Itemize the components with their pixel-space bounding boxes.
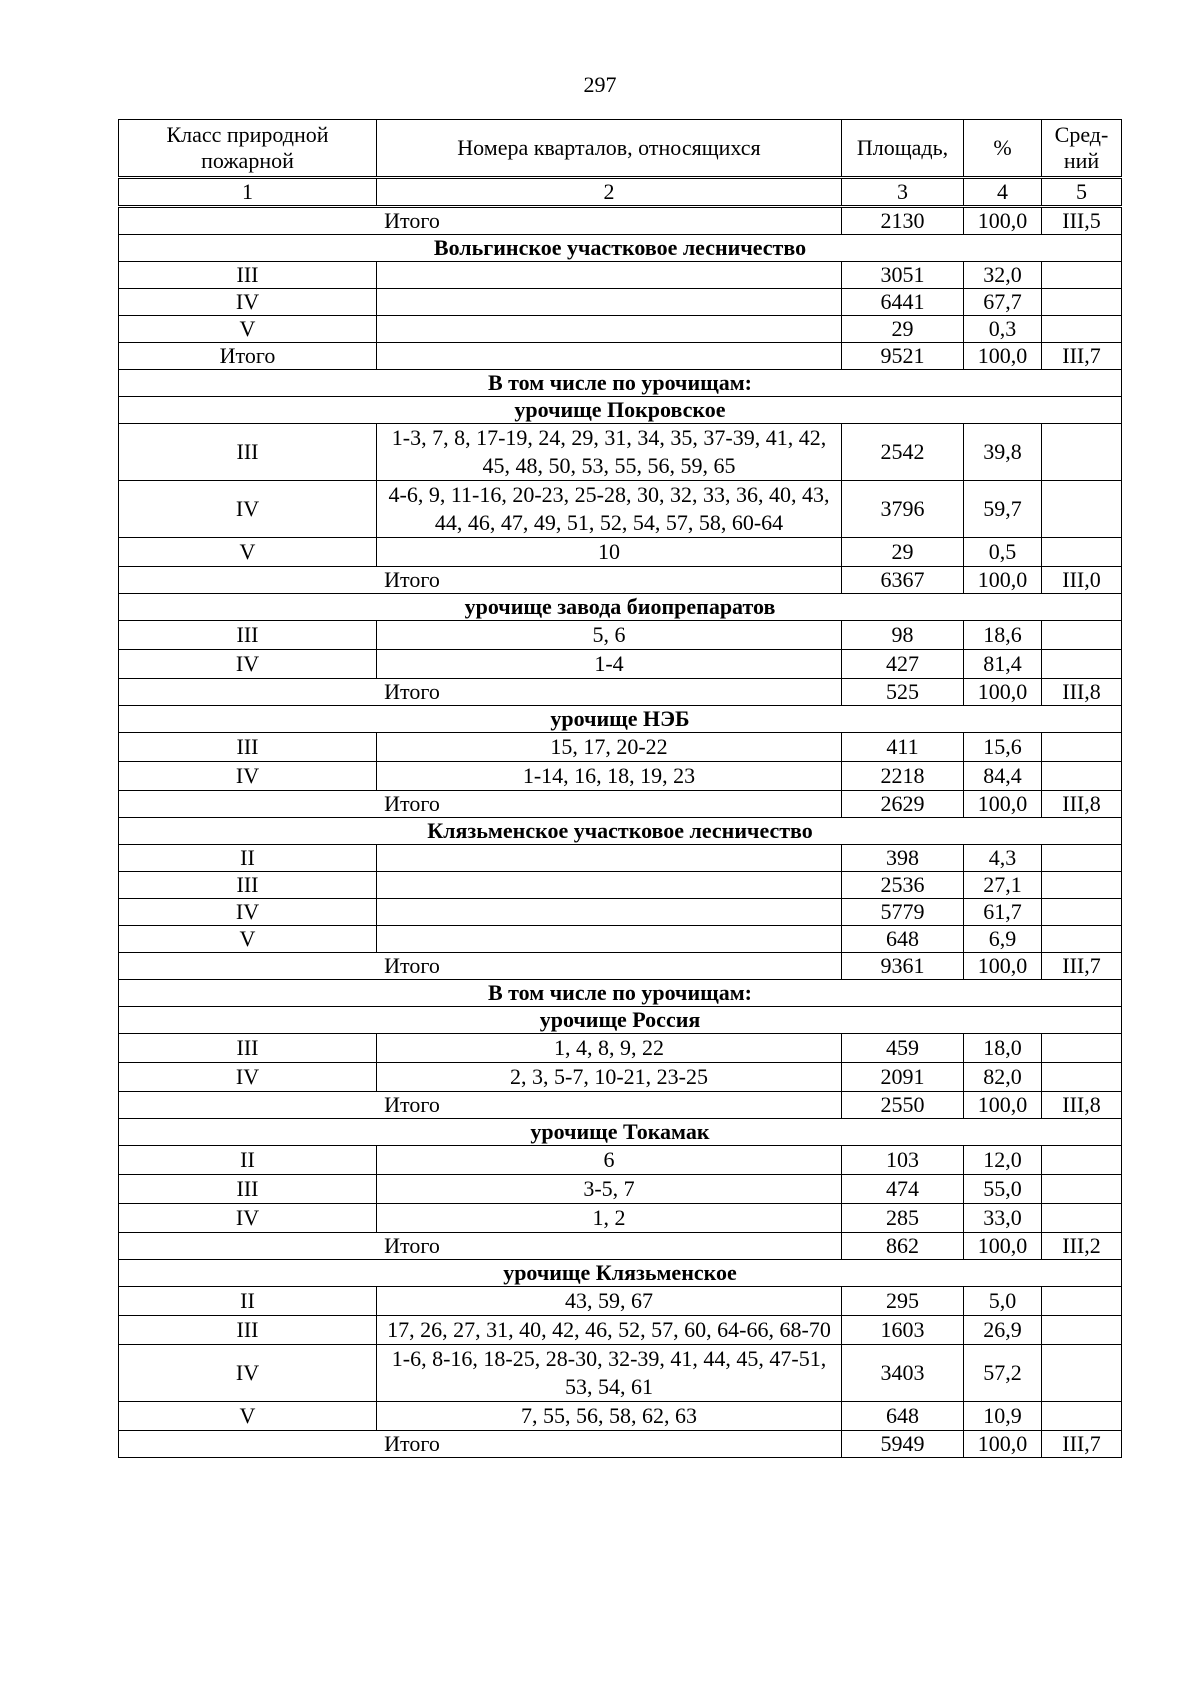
fire-class-table [118, 119, 1122, 1458]
average-cell [1042, 481, 1122, 538]
percent-cell: 39,8 [964, 424, 1042, 481]
percent-cell: 100,0 [964, 1431, 1042, 1458]
section-row [119, 370, 1122, 397]
area-cell: 29 [842, 538, 964, 567]
quarters-cell [377, 289, 842, 316]
percent-cell: 81,4 [964, 650, 1042, 679]
area-cell: 6367 [842, 567, 964, 594]
quarters-cell [377, 316, 842, 343]
table-row [119, 481, 1122, 538]
average-cell [1042, 1063, 1122, 1092]
average-cell [1042, 926, 1122, 953]
table-row [119, 262, 1122, 289]
fire-class-cell: III [119, 1316, 377, 1345]
table-row [119, 845, 1122, 872]
section-title: В том числе по урочищам: [119, 980, 1122, 1007]
area-cell: 2130 [842, 207, 964, 235]
total-label: Итого [119, 1233, 842, 1260]
section-title: В том числе по урочищам: [119, 370, 1122, 397]
quarters-cell [377, 845, 842, 872]
quarters-cell: 1-3, 7, 8, 17-19, 24, 29, 31, 34, 35, 37-39, 41, 42, 45, 48, 50, 53, 55, 56, 59, 65 [377, 424, 842, 481]
total-row [119, 1431, 1122, 1458]
area-cell: 295 [842, 1287, 964, 1316]
area-cell: 5949 [842, 1431, 964, 1458]
percent-cell: 100,0 [964, 343, 1042, 370]
table-row [119, 1402, 1122, 1431]
percent-cell: 18,6 [964, 621, 1042, 650]
table-row [119, 762, 1122, 791]
table-row [119, 926, 1122, 953]
percent-cell: 57,2 [964, 1345, 1042, 1402]
quarters-cell: 43, 59, 67 [377, 1287, 842, 1316]
section-row [119, 706, 1122, 733]
average-cell [1042, 621, 1122, 650]
average-cell: III,8 [1042, 791, 1122, 818]
section-row [119, 397, 1122, 424]
quarters-cell: 4-6, 9, 11-16, 20-23, 25-28, 30, 32, 33, 36, 40, 43, 44, 46, 47, 49, 51, 52, 54, 57, 58, 60-64 [377, 481, 842, 538]
percent-cell: 26,9 [964, 1316, 1042, 1345]
column-number: 2 [377, 178, 842, 207]
area-cell: 398 [842, 845, 964, 872]
fire-class-cell: Итого [119, 343, 377, 370]
area-cell: 2091 [842, 1063, 964, 1092]
section-row [119, 1119, 1122, 1146]
percent-cell: 6,9 [964, 926, 1042, 953]
header-area: Площадь, [842, 120, 964, 178]
average-cell [1042, 733, 1122, 762]
area-cell: 2629 [842, 791, 964, 818]
percent-cell: 15,6 [964, 733, 1042, 762]
fire-class-cell: IV [119, 899, 377, 926]
header-class: Класс природной пожарной [119, 120, 377, 178]
column-number: 4 [964, 178, 1042, 207]
average-cell [1042, 872, 1122, 899]
percent-cell: 10,9 [964, 1402, 1042, 1431]
fire-class-cell: II [119, 1146, 377, 1175]
fire-class-cell: IV [119, 1345, 377, 1402]
section-row [119, 818, 1122, 845]
percent-cell: 100,0 [964, 679, 1042, 706]
table-row [119, 1175, 1122, 1204]
total-label: Итого [119, 207, 842, 235]
total-row [119, 791, 1122, 818]
quarters-cell: 1-4 [377, 650, 842, 679]
section-title: урочище Покровское [119, 397, 1122, 424]
area-cell: 2542 [842, 424, 964, 481]
percent-cell: 100,0 [964, 791, 1042, 818]
table-row [119, 1287, 1122, 1316]
table-body [119, 207, 1122, 1458]
average-cell: III,8 [1042, 679, 1122, 706]
average-cell [1042, 1146, 1122, 1175]
column-number: 3 [842, 178, 964, 207]
area-cell: 3796 [842, 481, 964, 538]
area-cell: 648 [842, 926, 964, 953]
quarters-cell [377, 872, 842, 899]
table-row [119, 733, 1122, 762]
fire-class-cell: V [119, 926, 377, 953]
fire-class-cell: III [119, 1175, 377, 1204]
area-cell: 459 [842, 1034, 964, 1063]
quarters-cell: 1-14, 16, 18, 19, 23 [377, 762, 842, 791]
total-label: Итого [119, 1092, 842, 1119]
quarters-cell: 1, 4, 8, 9, 22 [377, 1034, 842, 1063]
area-cell: 411 [842, 733, 964, 762]
area-cell: 862 [842, 1233, 964, 1260]
table-row [119, 1034, 1122, 1063]
percent-cell: 55,0 [964, 1175, 1042, 1204]
column-number: 5 [1042, 178, 1122, 207]
fire-class-cell: V [119, 538, 377, 567]
average-cell [1042, 1345, 1122, 1402]
fire-class-cell: IV [119, 1204, 377, 1233]
quarters-cell: 6 [377, 1146, 842, 1175]
fire-class-cell: III [119, 621, 377, 650]
fire-class-cell: II [119, 845, 377, 872]
percent-cell: 100,0 [964, 1233, 1042, 1260]
total-row [119, 679, 1122, 706]
average-cell: III,7 [1042, 343, 1122, 370]
table-row [119, 1316, 1122, 1345]
page-number: 297 [583, 72, 617, 97]
percent-cell: 4,3 [964, 845, 1042, 872]
quarters-cell [377, 926, 842, 953]
percent-cell: 100,0 [964, 953, 1042, 980]
percent-cell: 27,1 [964, 872, 1042, 899]
quarters-cell: 5, 6 [377, 621, 842, 650]
column-number-row [119, 178, 1122, 207]
total-row [119, 567, 1122, 594]
quarters-cell [377, 343, 842, 370]
total-row [119, 953, 1122, 980]
section-row [119, 980, 1122, 1007]
average-cell: III,7 [1042, 953, 1122, 980]
percent-cell: 59,7 [964, 481, 1042, 538]
area-cell: 525 [842, 679, 964, 706]
percent-cell: 18,0 [964, 1034, 1042, 1063]
percent-cell: 33,0 [964, 1204, 1042, 1233]
average-cell [1042, 650, 1122, 679]
average-cell [1042, 262, 1122, 289]
area-cell: 2218 [842, 762, 964, 791]
table-row [119, 1204, 1122, 1233]
header-quarters: Номера кварталов, относящихся [377, 120, 842, 178]
table-row [119, 538, 1122, 567]
fire-class-cell: III [119, 262, 377, 289]
quarters-cell: 7, 55, 56, 58, 62, 63 [377, 1402, 842, 1431]
fire-class-cell: III [119, 424, 377, 481]
fire-class-cell: III [119, 1034, 377, 1063]
total-row [119, 1092, 1122, 1119]
fire-class-cell: V [119, 316, 377, 343]
average-cell: III,5 [1042, 207, 1122, 235]
header-percent: % [964, 120, 1042, 178]
average-cell [1042, 762, 1122, 791]
section-title: Клязьменское участковое лесничество [119, 818, 1122, 845]
total-row [119, 207, 1122, 235]
area-cell: 648 [842, 1402, 964, 1431]
table-row [119, 289, 1122, 316]
percent-cell: 82,0 [964, 1063, 1042, 1092]
table-row [119, 872, 1122, 899]
section-row [119, 1260, 1122, 1287]
section-title: урочище Россия [119, 1007, 1122, 1034]
average-cell [1042, 538, 1122, 567]
fire-class-cell: III [119, 733, 377, 762]
header-average: Сред-ний [1042, 120, 1122, 178]
percent-cell: 0,3 [964, 316, 1042, 343]
percent-cell: 100,0 [964, 1092, 1042, 1119]
average-cell: III,7 [1042, 1431, 1122, 1458]
percent-cell: 84,4 [964, 762, 1042, 791]
table-row [119, 343, 1122, 370]
fire-class-cell: IV [119, 762, 377, 791]
percent-cell: 5,0 [964, 1287, 1042, 1316]
average-cell: III,0 [1042, 567, 1122, 594]
average-cell [1042, 289, 1122, 316]
quarters-cell [377, 262, 842, 289]
total-label: Итого [119, 953, 842, 980]
fire-class-cell: V [119, 1402, 377, 1431]
section-row [119, 1007, 1122, 1034]
column-number: 1 [119, 178, 377, 207]
total-label: Итого [119, 567, 842, 594]
percent-cell: 12,0 [964, 1146, 1042, 1175]
section-title: урочище Клязьменское [119, 1260, 1122, 1287]
section-row [119, 594, 1122, 621]
average-cell: III,2 [1042, 1233, 1122, 1260]
average-cell [1042, 1034, 1122, 1063]
percent-cell: 32,0 [964, 262, 1042, 289]
area-cell: 29 [842, 316, 964, 343]
fire-class-cell: IV [119, 481, 377, 538]
area-cell: 474 [842, 1175, 964, 1204]
average-cell: III,8 [1042, 1092, 1122, 1119]
quarters-cell: 10 [377, 538, 842, 567]
percent-cell: 0,5 [964, 538, 1042, 567]
table-row [119, 316, 1122, 343]
average-cell [1042, 1287, 1122, 1316]
average-cell [1042, 1175, 1122, 1204]
table-row [119, 424, 1122, 481]
area-cell: 6441 [842, 289, 964, 316]
average-cell [1042, 424, 1122, 481]
quarters-cell: 17, 26, 27, 31, 40, 42, 46, 52, 57, 60, 64-66, 68-70 [377, 1316, 842, 1345]
quarters-cell: 1-6, 8-16, 18-25, 28-30, 32-39, 41, 44, 45, 47-51, 53, 54, 61 [377, 1345, 842, 1402]
fire-class-cell: III [119, 872, 377, 899]
fire-class-cell: IV [119, 1063, 377, 1092]
quarters-cell: 2, 3, 5-7, 10-21, 23-25 [377, 1063, 842, 1092]
total-label: Итого [119, 791, 842, 818]
percent-cell: 100,0 [964, 207, 1042, 235]
area-cell: 3403 [842, 1345, 964, 1402]
table-row [119, 650, 1122, 679]
section-title: урочище завода биопрепаратов [119, 594, 1122, 621]
quarters-cell: 3-5, 7 [377, 1175, 842, 1204]
total-label: Итого [119, 1431, 842, 1458]
percent-cell: 67,7 [964, 289, 1042, 316]
area-cell: 3051 [842, 262, 964, 289]
fire-class-cell: IV [119, 289, 377, 316]
section-title: Вольгинское участковое лесничество [119, 235, 1122, 262]
total-row [119, 1233, 1122, 1260]
table-row [119, 1063, 1122, 1092]
area-cell: 98 [842, 621, 964, 650]
average-cell [1042, 1204, 1122, 1233]
section-row [119, 235, 1122, 262]
percent-cell: 100,0 [964, 567, 1042, 594]
area-cell: 103 [842, 1146, 964, 1175]
table-row [119, 899, 1122, 926]
average-cell [1042, 316, 1122, 343]
table-row [119, 621, 1122, 650]
area-cell: 9361 [842, 953, 964, 980]
header-row [119, 120, 1122, 178]
percent-cell: 61,7 [964, 899, 1042, 926]
section-title: урочище Токамак [119, 1119, 1122, 1146]
average-cell [1042, 1402, 1122, 1431]
area-cell: 2550 [842, 1092, 964, 1119]
area-cell: 5779 [842, 899, 964, 926]
average-cell [1042, 845, 1122, 872]
quarters-cell [377, 899, 842, 926]
fire-class-cell: II [119, 1287, 377, 1316]
quarters-cell: 1, 2 [377, 1204, 842, 1233]
area-cell: 427 [842, 650, 964, 679]
area-cell: 9521 [842, 343, 964, 370]
table-row [119, 1345, 1122, 1402]
total-label: Итого [119, 679, 842, 706]
section-title: урочище НЭБ [119, 706, 1122, 733]
average-cell [1042, 899, 1122, 926]
area-cell: 285 [842, 1204, 964, 1233]
quarters-cell: 15, 17, 20-22 [377, 733, 842, 762]
average-cell [1042, 1316, 1122, 1345]
area-cell: 1603 [842, 1316, 964, 1345]
fire-class-cell: IV [119, 650, 377, 679]
table-row [119, 1146, 1122, 1175]
area-cell: 2536 [842, 872, 964, 899]
